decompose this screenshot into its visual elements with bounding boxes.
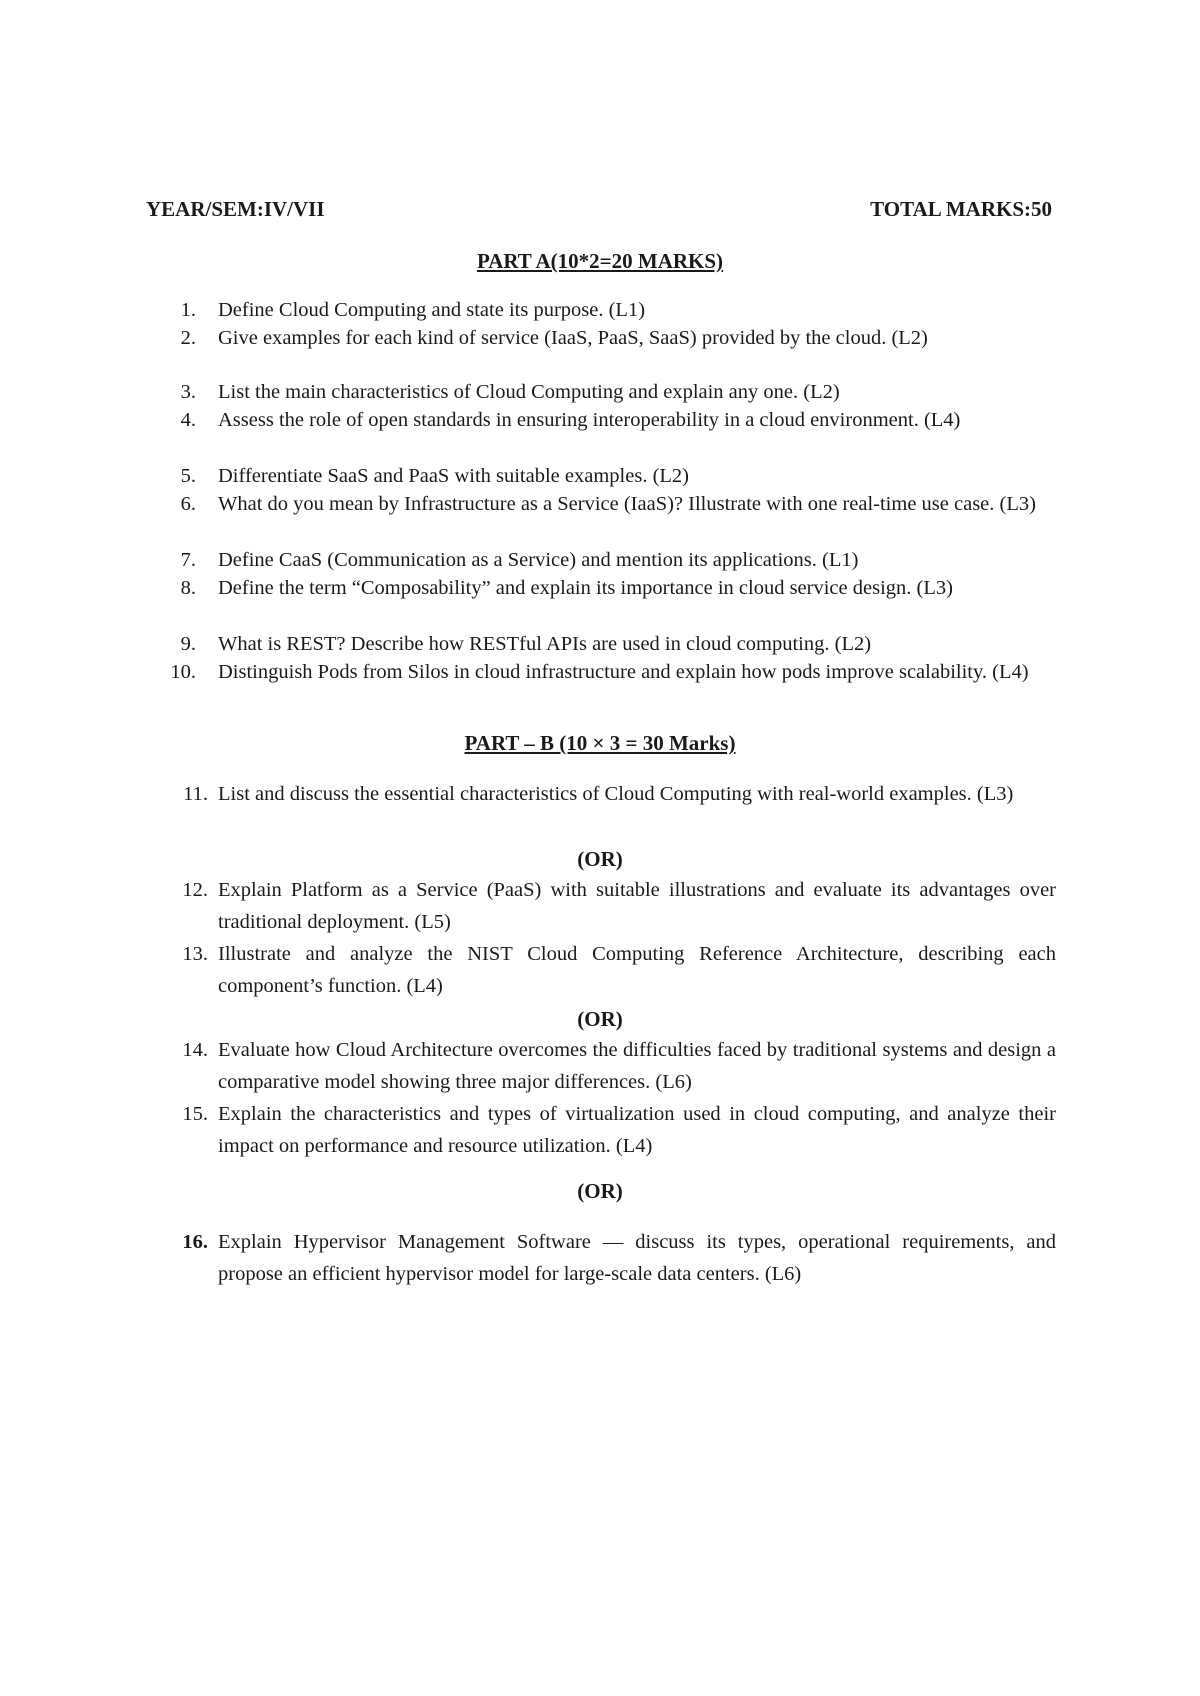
question-text: Explain Hypervisor Management Software — discuss its types, operational requirements, and propose an efficient hypervisor model for large-scale data centers. (L6) xyxy=(218,1231,1056,1285)
question-number: 3. xyxy=(180,381,196,403)
part-b-title: PART – B (10 × 3 = 30 Marks) xyxy=(464,731,736,755)
question-text: What do you mean by Infrastructure as a Service (IaaS)? Illustrate with one real-time use case. (L3) xyxy=(218,493,1036,515)
question-number: 13. xyxy=(182,943,208,965)
total-marks-label: TOTAL MARKS:50 xyxy=(870,197,1052,221)
question-text: What is REST? Describe how RESTful APIs are used in cloud computing. (L2) xyxy=(218,633,872,655)
question-number: 4. xyxy=(180,409,196,431)
question-text: Explain the characteristics and types of virtualization used in cloud computing, and analyze their impact on performance and resource utilization. (L4) xyxy=(218,1103,1056,1157)
question-text: Differentiate SaaS and PaaS with suitable examples. (L2) xyxy=(218,465,689,487)
question-number: 11. xyxy=(183,783,208,805)
question-text: List the main characteristics of Cloud Computing and explain any one. (L2) xyxy=(218,381,840,403)
question-text: Illustrate and analyze the NIST Cloud Computing Reference Architecture, describing each component’s function. (L4) xyxy=(218,943,1056,997)
question-number: 15. xyxy=(182,1103,208,1125)
question-text: Define CaaS (Communication as a Service) and mention its applications. (L1) xyxy=(218,549,859,571)
question-text: List and discuss the essential characteristics of Cloud Computing with real-world examples. (L3) xyxy=(218,783,1014,805)
question-text: Give examples for each kind of service (IaaS, PaaS, SaaS) provided by the cloud. (L2) xyxy=(218,327,928,349)
or-separator: (OR) xyxy=(577,847,623,871)
question-text: Evaluate how Cloud Architecture overcomes the difficulties faced by traditional systems and design a comparative model showing three major differences. (L6) xyxy=(218,1039,1056,1093)
question-number: 7. xyxy=(180,549,196,571)
question-text: Assess the role of open standards in ensuring interoperability in a cloud environment. (L4) xyxy=(218,409,961,431)
question-number: 2. xyxy=(180,327,196,349)
question-number: 9. xyxy=(180,633,196,655)
year-sem-label: YEAR/SEM:IV/VII xyxy=(146,197,325,221)
question-number: 8. xyxy=(180,577,196,599)
question-number: 5. xyxy=(180,465,196,487)
question-text: Distinguish Pods from Silos in cloud infrastructure and explain how pods improve scalability. (L4) xyxy=(218,661,1029,683)
question-number: 1. xyxy=(180,299,196,321)
question-number: 16. xyxy=(182,1231,208,1253)
question-number: 10. xyxy=(170,661,196,683)
question-number: 14. xyxy=(182,1039,208,1061)
question-number: 6. xyxy=(180,493,196,515)
question-number: 12. xyxy=(182,879,208,901)
or-separator: (OR) xyxy=(577,1179,623,1203)
header-row xyxy=(146,196,1052,222)
part-a-title: PART A(10*2=20 MARKS) xyxy=(476,249,724,273)
question-text: Define the term “Composability” and explain its importance in cloud service design. (L3) xyxy=(218,577,953,599)
question-text: Explain Platform as a Service (PaaS) with suitable illustrations and evaluate its advantages over traditional deployment. (L5) xyxy=(218,879,1056,933)
question-text: Define Cloud Computing and state its purpose. (L1) xyxy=(218,299,646,321)
or-separator: (OR) xyxy=(577,1007,623,1031)
